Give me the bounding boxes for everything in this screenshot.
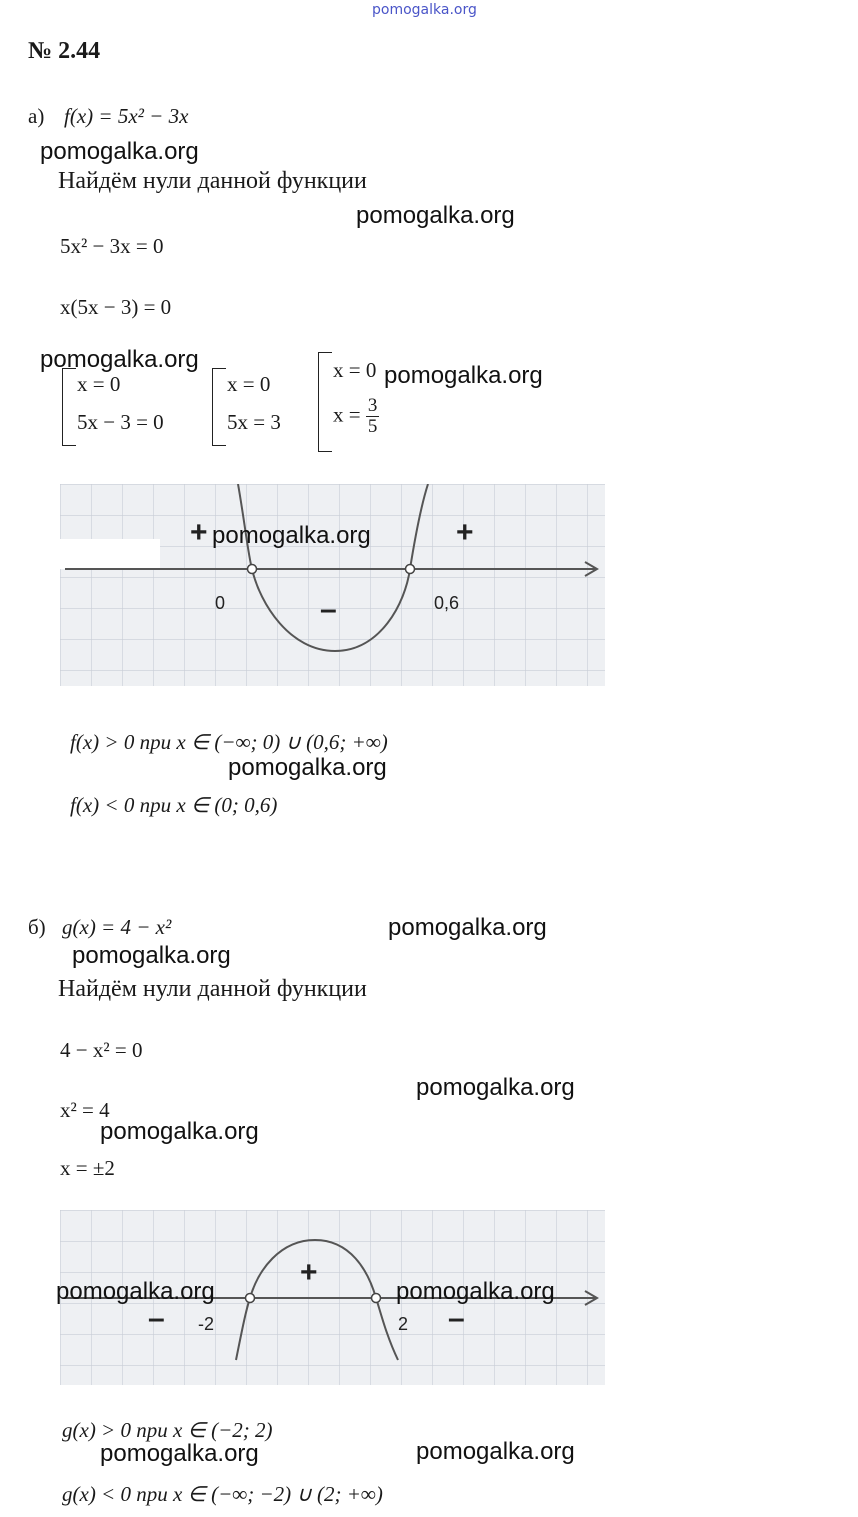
- part-b-label: б): [28, 915, 46, 939]
- zero-label-left: 0: [215, 593, 226, 613]
- watermark: pomogalka.org: [396, 1278, 555, 1305]
- fraction: [366, 396, 380, 437]
- system1-line2: 5x − 3 = 0: [77, 410, 164, 434]
- system2-line1: x = 0: [227, 372, 271, 396]
- grid-gap: [60, 539, 160, 569]
- sign-middle: –: [320, 593, 337, 626]
- system-bracket-2: [212, 368, 281, 446]
- system2-line2: 5x = 3: [227, 410, 281, 434]
- watermark: pomogalka.org: [40, 138, 199, 165]
- part-a-result-positive: f(x) > 0 при x ∈ (−∞; 0) ∪ (0,6; +∞): [70, 730, 388, 754]
- part-b-function: g(x) = 4 − x²: [62, 915, 172, 939]
- part-b-eq3: x = ±2: [60, 1156, 115, 1180]
- watermark: pomogalka.org: [356, 202, 515, 229]
- watermark: pomogalka.org: [72, 942, 231, 969]
- sign-right: –: [448, 1302, 465, 1335]
- watermark: pomogalka.org: [100, 1440, 259, 1467]
- problem-number: № 2.44: [28, 38, 101, 64]
- watermark: pomogalka.org: [388, 914, 547, 941]
- parabola-graph-a: [60, 484, 605, 686]
- system-bracket-1: [62, 368, 164, 446]
- system3-line2: [333, 396, 379, 437]
- zero-point-right: [406, 565, 415, 574]
- sign-left: +: [190, 516, 208, 549]
- zero-point-left: [248, 565, 257, 574]
- part-b-eq2: x² = 4: [60, 1098, 110, 1122]
- part-a-eq1: 5x² − 3x = 0: [60, 234, 164, 258]
- fraction-numerator: 3: [367, 395, 378, 416]
- part-a-label: а): [28, 104, 45, 128]
- watermark: pomogalka.org: [212, 522, 371, 549]
- part-b-zeros-heading: Найдём нули данной функции: [58, 976, 367, 1002]
- system3-line1: x = 0: [333, 358, 377, 382]
- watermark: pomogalka.org: [416, 1074, 575, 1101]
- system3-prefix: x =: [333, 402, 361, 427]
- zero-point-left: [246, 1294, 255, 1303]
- part-b-eq1: 4 − x² = 0: [60, 1038, 143, 1062]
- sign-left: –: [148, 1302, 165, 1335]
- zero-label-left: -2: [198, 1314, 215, 1334]
- zero-label-right: 2: [398, 1314, 409, 1334]
- part-a-zeros-heading: Найдём нули данной функции: [58, 168, 367, 194]
- watermark: pomogalka.org: [228, 754, 387, 781]
- watermark: pomogalka.org: [416, 1438, 575, 1465]
- part-a-result-negative: f(x) < 0 при x ∈ (0; 0,6): [70, 793, 278, 817]
- part-b-result-negative: g(x) < 0 при x ∈ (−∞; −2) ∪ (2; +∞): [62, 1482, 383, 1506]
- system1-line1: x = 0: [77, 372, 121, 396]
- zero-point-right: [372, 1294, 381, 1303]
- part-a-eq2: x(5x − 3) = 0: [60, 295, 172, 319]
- fraction-denominator: 5: [367, 415, 378, 437]
- site-link-top[interactable]: pomogalka.org: [372, 2, 477, 18]
- watermark: pomogalka.org: [40, 346, 199, 373]
- watermark: pomogalka.org: [100, 1118, 259, 1145]
- watermark: pomogalka.org: [56, 1278, 215, 1305]
- part-b-result-positive: g(x) > 0 при x ∈ (−2; 2): [62, 1418, 273, 1442]
- sign-right: +: [456, 516, 474, 549]
- watermark: pomogalka.org: [384, 362, 543, 389]
- part-a-function: f(x) = 5x² − 3x: [64, 104, 189, 128]
- system-bracket-3: [318, 352, 378, 452]
- zero-label-right: 0,6: [434, 593, 460, 613]
- grid-lines: [60, 484, 605, 686]
- sign-middle: +: [300, 1256, 318, 1289]
